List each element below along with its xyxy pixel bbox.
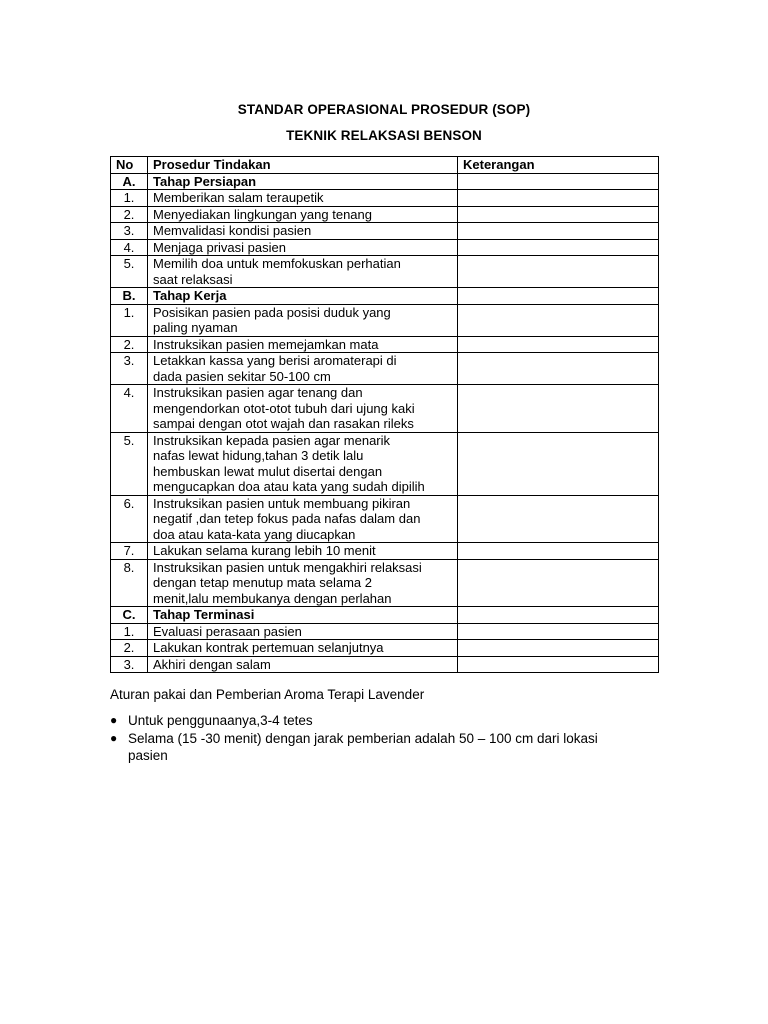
procedure-step: Instruksikan pasien agar tenang dan mengendorkan otot-otot tubuh dari ujung kaki sampai dengan otot wajah dan rasakan rileks <box>148 385 458 433</box>
section-title: Tahap Terminasi <box>148 607 458 624</box>
keterangan-cell <box>458 256 659 288</box>
table-row <box>111 543 659 560</box>
bullet-icon: ● <box>110 713 118 727</box>
header-keterangan: Keterangan <box>458 157 659 174</box>
notes-item-text: Untuk penggunaanya,3-4 tetes <box>128 713 313 728</box>
table-row <box>111 353 659 385</box>
row-number: 7. <box>111 543 148 560</box>
keterangan-cell <box>458 432 659 495</box>
procedure-step: Menyediakan lingkungan yang tenang <box>148 206 458 223</box>
list-item <box>110 712 640 729</box>
row-number: 4. <box>111 239 148 256</box>
row-number: 5. <box>111 256 148 288</box>
table-row <box>111 223 659 240</box>
section-row <box>111 288 659 305</box>
table-row <box>111 623 659 640</box>
row-number: 5. <box>111 432 148 495</box>
procedure-step: Memilih doa untuk memfokuskan perhatian saat relaksasi <box>148 256 458 288</box>
procedure-step: Instruksikan kepada pasien agar menarik nafas lewat hidung,tahan 3 detik lalu hembuskan lewat mulut disertai dengan mengucapkan doa atau kata yang sudah dipilih <box>148 432 458 495</box>
keterangan-cell <box>458 543 659 560</box>
notes-list <box>110 712 640 764</box>
document-title: STANDAR OPERASIONAL PROSEDUR (SOP) <box>237 102 531 117</box>
header-prosedur: Prosedur Tindakan <box>148 157 458 174</box>
row-number: C. <box>111 607 148 624</box>
table-row <box>111 190 659 207</box>
procedure-step: Instruksikan pasien memejamkan mata <box>148 336 458 353</box>
table-row <box>111 385 659 433</box>
keterangan-cell <box>458 239 659 256</box>
row-number: 8. <box>111 559 148 607</box>
table-row <box>111 559 659 607</box>
row-number: 1. <box>111 304 148 336</box>
procedure-step: Instruksikan pasien untuk mengakhiri relaksasi dengan tetap menutup mata selama 2 menit,lalu membukanya dengan perlahan <box>148 559 458 607</box>
row-number: 3. <box>111 223 148 240</box>
bullet-icon: ● <box>110 731 118 745</box>
keterangan-cell <box>458 223 659 240</box>
table-row <box>111 256 659 288</box>
row-number: 1. <box>111 623 148 640</box>
procedure-step: Lakukan selama kurang lebih 10 menit <box>148 543 458 560</box>
sop-table <box>110 156 659 673</box>
table-row <box>111 432 659 495</box>
keterangan-cell <box>458 173 659 190</box>
usage-notes <box>110 686 640 765</box>
list-item <box>110 730 640 764</box>
procedure-step: Menjaga privasi pasien <box>148 239 458 256</box>
row-number: 4. <box>111 385 148 433</box>
keterangan-cell <box>458 656 659 673</box>
notes-item-text: Selama (15 -30 menit) dengan jarak pemberian adalah 50 – 100 cm dari lokasi pasien <box>128 731 598 763</box>
keterangan-cell <box>458 190 659 207</box>
table-row <box>111 304 659 336</box>
section-title: Tahap Kerja <box>148 288 458 305</box>
table-body <box>111 173 659 673</box>
keterangan-cell <box>458 288 659 305</box>
keterangan-cell <box>458 353 659 385</box>
keterangan-cell <box>458 304 659 336</box>
row-number: 1. <box>111 190 148 207</box>
procedure-step: Akhiri dengan salam <box>148 656 458 673</box>
header-no: No <box>111 157 148 174</box>
section-title: Tahap Persiapan <box>148 173 458 190</box>
table-row <box>111 640 659 657</box>
keterangan-cell <box>458 206 659 223</box>
procedure-step: Memberikan salam teraupetik <box>148 190 458 207</box>
keterangan-cell <box>458 336 659 353</box>
row-number: 2. <box>111 206 148 223</box>
table-row <box>111 336 659 353</box>
procedure-step: Posisikan pasien pada posisi duduk yang paling nyaman <box>148 304 458 336</box>
procedure-step: Lakukan kontrak pertemuan selanjutnya <box>148 640 458 657</box>
notes-heading: Aturan pakai dan Pemberian Aroma Terapi Lavender <box>110 687 425 702</box>
document-subtitle: TEKNIK RELAKSASI BENSON <box>286 128 482 143</box>
procedure-step: Letakkan kassa yang berisi aromaterapi di dada pasien sekitar 50-100 cm <box>148 353 458 385</box>
keterangan-cell <box>458 385 659 433</box>
row-number: 3. <box>111 353 148 385</box>
keterangan-cell <box>458 607 659 624</box>
table-row <box>111 206 659 223</box>
table-row <box>111 656 659 673</box>
row-number: 2. <box>111 640 148 657</box>
row-number: B. <box>111 288 148 305</box>
procedure-step: Memvalidasi kondisi pasien <box>148 223 458 240</box>
row-number: A. <box>111 173 148 190</box>
table-header-row <box>111 157 659 174</box>
row-number: 2. <box>111 336 148 353</box>
keterangan-cell <box>458 495 659 543</box>
procedure-step: Instruksikan pasien untuk membuang pikiran negatif ,dan tetep fokus pada nafas dalam dan doa atau kata-kata yang diucapkan <box>148 495 458 543</box>
table-row <box>111 495 659 543</box>
procedure-step: Evaluasi perasaan pasien <box>148 623 458 640</box>
keterangan-cell <box>458 623 659 640</box>
row-number: 6. <box>111 495 148 543</box>
section-row <box>111 607 659 624</box>
keterangan-cell <box>458 559 659 607</box>
row-number: 3. <box>111 656 148 673</box>
section-row <box>111 173 659 190</box>
keterangan-cell <box>458 640 659 657</box>
table-row <box>111 239 659 256</box>
